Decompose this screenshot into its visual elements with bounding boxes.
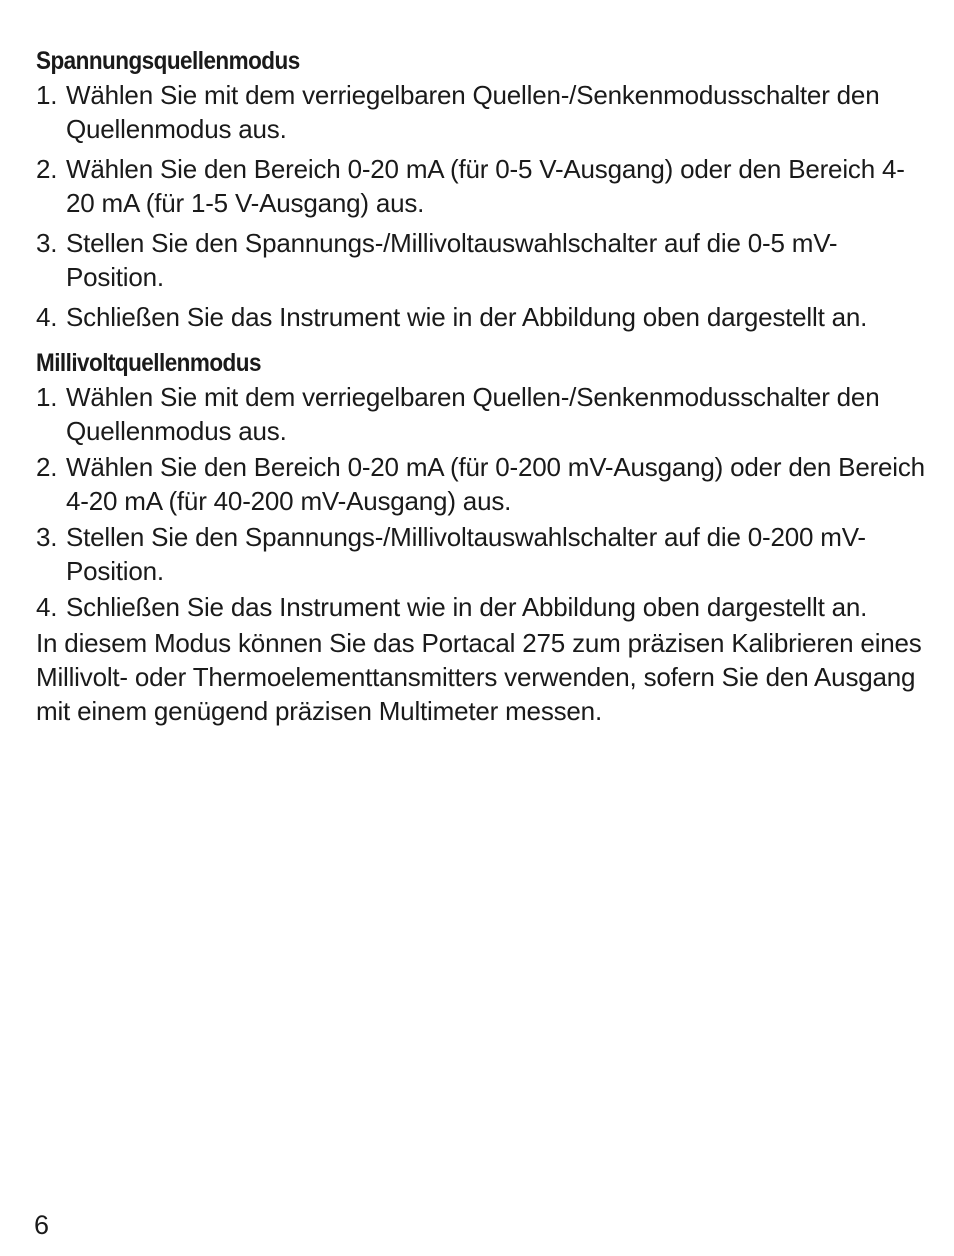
step-text: Schließen Sie das Instrument wie in der Abbildung oben dargestellt an. <box>66 302 868 332</box>
step-number: 2. <box>36 154 58 184</box>
step-text: Wählen Sie den Bereich 0-20 mA (für 0-5 V-Ausgang) oder den Bereich 4-20 mA (für 1-5 V-Ausgang) aus. <box>66 154 905 218</box>
step-number: 2. <box>36 452 58 482</box>
list-item <box>36 450 926 518</box>
section-millivoltquellenmodus <box>36 346 926 728</box>
step-number: 3. <box>36 522 58 552</box>
step-text: Wählen Sie mit dem verriegelbaren Quellen-/Senkenmodusschalter den Quellenmodus aus. <box>66 80 880 144</box>
list-item <box>36 226 926 294</box>
step-list <box>36 380 926 624</box>
step-text: Wählen Sie den Bereich 0-20 mA (für 0-200 mV-Ausgang) oder den Bereich 4-20 mA (für 40-200 mV-Ausgang) aus. <box>66 452 925 516</box>
list-item <box>36 300 926 334</box>
section-spannungsquellenmodus <box>36 44 926 334</box>
section-heading: Millivoltquellenmodus <box>36 349 261 377</box>
body-paragraph: In diesem Modus können Sie das Portacal 275 zum präzisen Kalibrieren eines Millivolt- oder Thermoelementtansmitters verwenden, sofern Sie den Ausgang mit einem genügend präzisen Multimeter messen. <box>36 628 922 726</box>
step-list <box>36 78 926 334</box>
page-number: 6 <box>34 1210 50 1240</box>
section-heading: Spannungsquellenmodus <box>36 47 300 75</box>
step-number: 4. <box>36 592 58 622</box>
document-page <box>36 44 926 754</box>
step-number: 4. <box>36 302 58 332</box>
step-text: Wählen Sie mit dem verriegelbaren Quellen-/Senkenmodusschalter den Quellenmodus aus. <box>66 382 880 446</box>
step-number: 1. <box>36 382 58 412</box>
step-text: Stellen Sie den Spannungs-/Millivoltauswahlschalter auf die 0-200 mV-Position. <box>66 522 866 586</box>
list-item <box>36 380 926 448</box>
step-text: Stellen Sie den Spannungs-/Millivoltauswahlschalter auf die 0-5 mV-Position. <box>66 228 838 292</box>
list-item <box>36 520 926 588</box>
step-text: Schließen Sie das Instrument wie in der Abbildung oben dargestellt an. <box>66 592 868 622</box>
step-number: 1. <box>36 80 58 110</box>
list-item <box>36 152 926 220</box>
list-item <box>36 590 926 624</box>
list-item <box>36 78 926 146</box>
step-number: 3. <box>36 228 58 258</box>
